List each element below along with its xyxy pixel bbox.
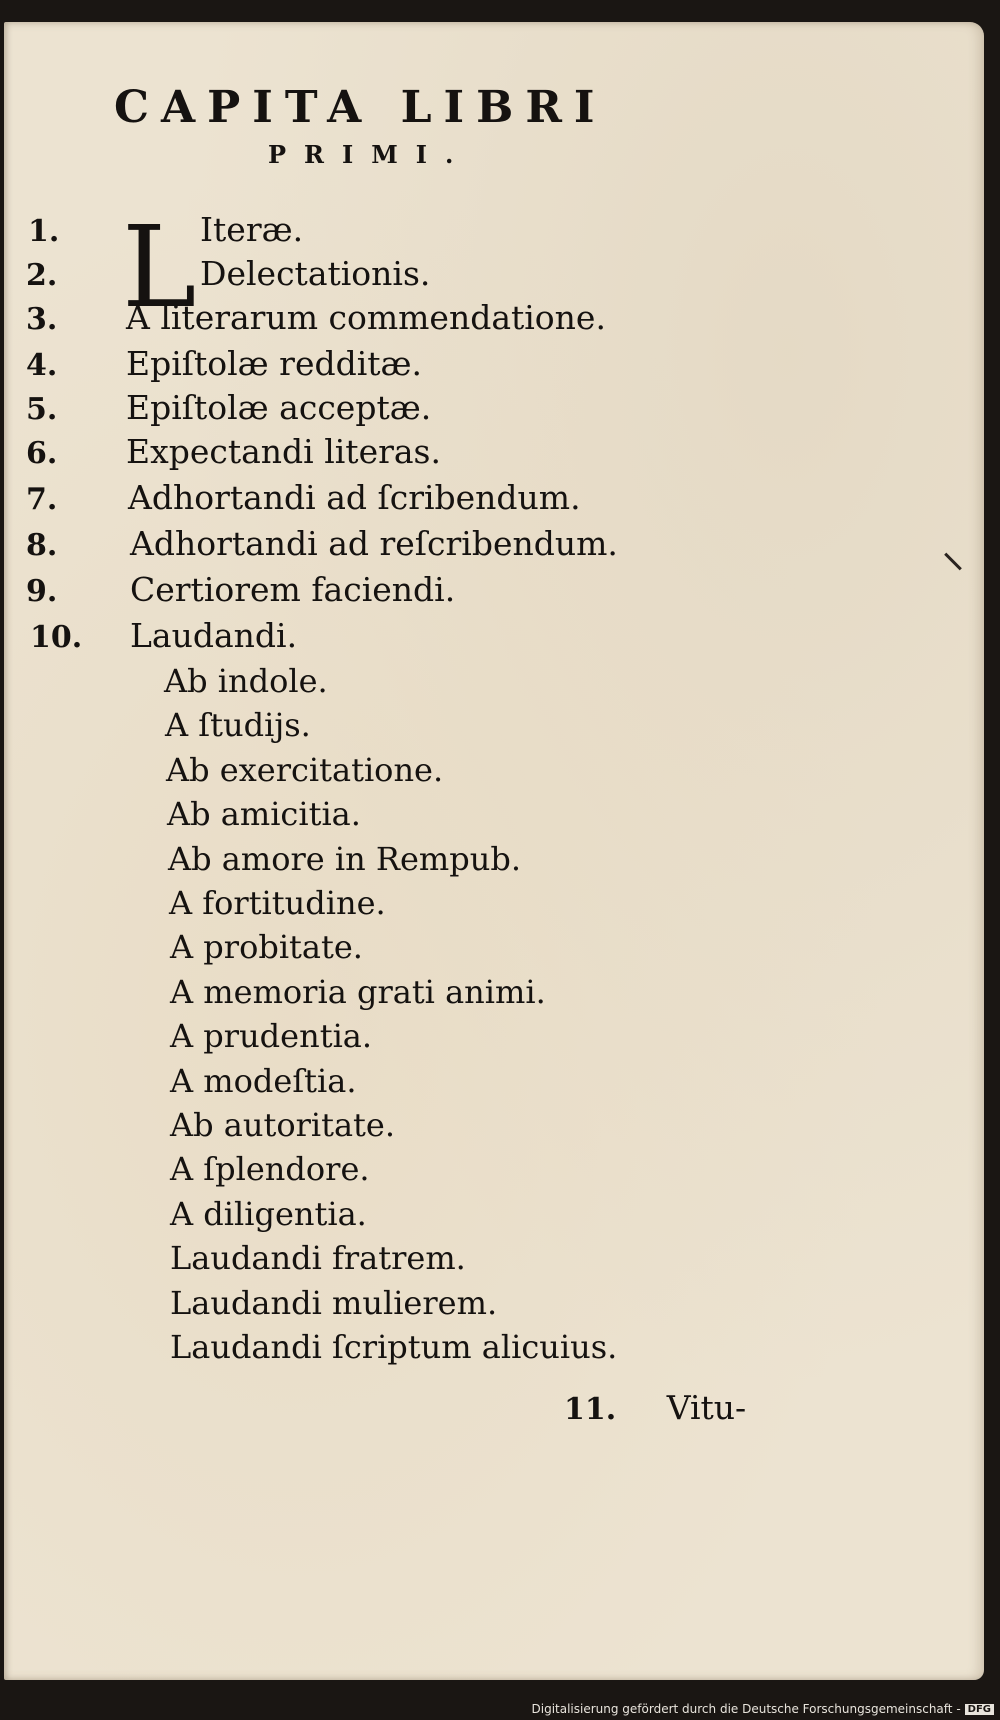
chapter-title: Epiſtolæ acceptæ. <box>126 388 432 427</box>
chapter-title: A literarum commendatione. <box>126 298 606 337</box>
page-title: CAPITA LIBRI <box>114 82 607 133</box>
chapter-title: Adhortandi ad reſcribendum. <box>130 524 618 563</box>
subentry-item: Ab amicitia. <box>167 795 361 833</box>
chapter-number: 9. <box>26 574 58 609</box>
drop-cap: L <box>122 203 197 333</box>
chapter-title: Delectationis. <box>200 254 431 293</box>
subentry-item: Laudandi fratrem. <box>170 1239 466 1277</box>
credit-text: Digitalisierung gefördert durch die Deutsche Forschungsgemeinschaft - <box>531 1702 961 1716</box>
catchword-number: 11. <box>564 1392 617 1427</box>
chapter-title: Adhortandi ad ſcribendum. <box>128 478 581 517</box>
subentry-item: Ab indole. <box>164 662 328 700</box>
subentry-item: Ab exercitatione. <box>166 751 444 789</box>
subentry-item: A diligentia. <box>170 1195 367 1233</box>
ink-mark <box>944 553 962 571</box>
subentry-item: A probitate. <box>170 928 363 966</box>
subentry-item: Ab amore in Rempub. <box>168 840 521 878</box>
subentry-item: A modeſtia. <box>170 1062 357 1100</box>
chapter-number: 7. <box>26 482 58 517</box>
chapter-title: Expectandi literas. <box>126 432 441 471</box>
chapter-title: Laudandi. <box>130 616 298 655</box>
subentry-item: Laudandi mulierem. <box>170 1284 498 1322</box>
chapter-number: 3. <box>26 302 58 337</box>
subentry-item: A fortitudine. <box>169 884 386 922</box>
chapter-number: 4. <box>26 348 58 383</box>
chapter-number: 2. <box>26 258 58 293</box>
page-subtitle: PRIMI. <box>268 140 472 169</box>
chapter-number: 8. <box>26 528 58 563</box>
subentry-item: A memoria grati animi. <box>170 973 546 1011</box>
dfg-logo: DFG <box>965 1704 994 1715</box>
chapter-title: Certiorem faciendi. <box>130 570 456 609</box>
chapter-number: 5. <box>26 392 58 427</box>
subentry-item: A ſtudijs. <box>165 706 311 744</box>
chapter-title: Epiſtolæ redditæ. <box>126 344 423 383</box>
chapter-number: 10. <box>30 620 83 655</box>
chapter-number: 6. <box>26 436 58 471</box>
catchword <box>564 1388 746 1427</box>
subentry-item: Ab autoritate. <box>170 1106 396 1144</box>
subentry-item: A prudentia. <box>170 1017 373 1055</box>
chapter-title: Iteræ. <box>200 210 304 249</box>
book-page <box>4 22 984 1680</box>
subentry-item: A ſplendore. <box>170 1150 370 1188</box>
digitization-credit <box>532 1702 995 1716</box>
chapter-number: 1. <box>28 214 60 249</box>
catchword-text: Vitu- <box>666 1388 747 1427</box>
subentry-item: Laudandi ſcriptum alicuius. <box>170 1328 618 1366</box>
